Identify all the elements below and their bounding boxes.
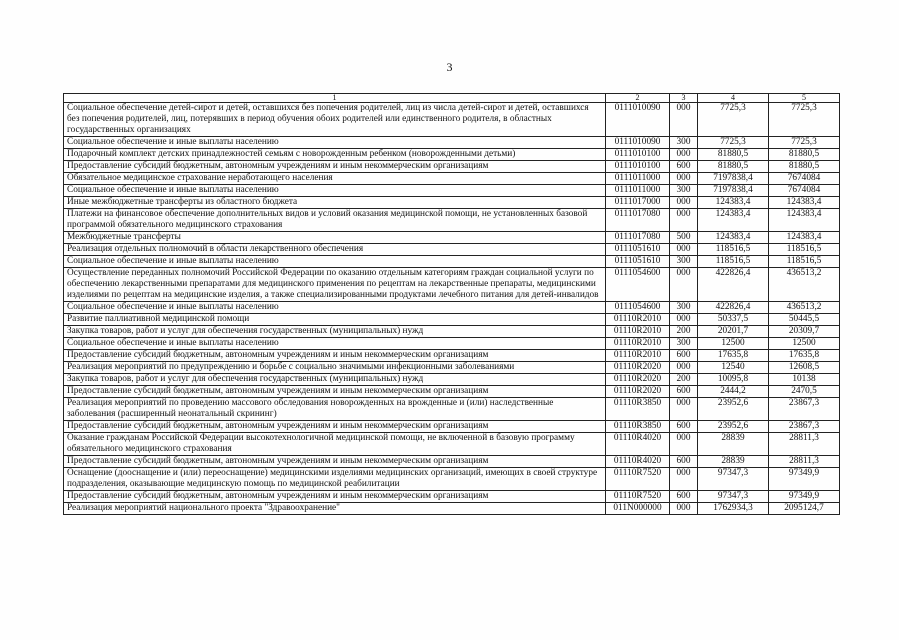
- row-code: 0111010090: [606, 137, 670, 149]
- row-expense-type: 300: [670, 338, 698, 350]
- row-expense-type: 600: [670, 350, 698, 362]
- row-expense-type: 000: [670, 197, 698, 209]
- column-number-row: [64, 94, 840, 103]
- row-amount-year-1: 81880,5: [698, 161, 769, 173]
- row-amount-year-1: 7197838,4: [698, 173, 769, 185]
- table-row: [64, 326, 840, 338]
- row-amount-year-2: 28811,3: [769, 433, 840, 456]
- row-expense-type: 000: [670, 103, 698, 137]
- budget-table: [63, 93, 840, 515]
- row-expense-type: 000: [670, 209, 698, 232]
- row-code: 01110R2020: [606, 374, 670, 386]
- row-name: Социальное обеспечение детей-сирот и детей, оставшихся без попечения родителей, лиц из числа детей-сирот и детей, оставшихся без попечения родителей, лиц, потерявших в период обучения обоих родителей или единственного родителя, в областных государственных организациях: [64, 103, 606, 137]
- table-row: [64, 161, 840, 173]
- row-name: Предоставление субсидий бюджетным, автономным учреждениям и иным некоммерческим организациям: [64, 421, 606, 433]
- row-amount-year-1: 50337,5: [698, 314, 769, 326]
- row-name: Обязательное медицинское страхование неработающего населения: [64, 173, 606, 185]
- table-row: [64, 338, 840, 350]
- row-amount-year-1: 23952,6: [698, 398, 769, 421]
- row-code: 01110R2020: [606, 362, 670, 374]
- table-row: [64, 421, 840, 433]
- row-amount-year-1: 97347,3: [698, 468, 769, 491]
- row-amount-year-1: 124383,4: [698, 197, 769, 209]
- row-expense-type: 000: [670, 433, 698, 456]
- table-row: [64, 256, 840, 268]
- table-row: [64, 103, 840, 137]
- row-code: 0111011000: [606, 185, 670, 197]
- row-amount-year-1: 124383,4: [698, 209, 769, 232]
- row-name: Осуществление переданных полномочий Российской Федерации по оказанию отдельным категориям граждан социальной услуги по обеспечению лекарственными препаратами для медицинского применения по рецептам на лекарственные препараты, медицинскими изделиями по рецептам на медицинские изделия, а также специализированными продуктами лечебного питания для детей-инвалидов: [64, 268, 606, 302]
- table-row: [64, 468, 840, 491]
- row-amount-year-1: 118516,5: [698, 244, 769, 256]
- row-amount-year-1: 12540: [698, 362, 769, 374]
- row-name: Закупка товаров, работ и услуг для обеспечения государственных (муниципальных) нужд: [64, 374, 606, 386]
- row-name: Закупка товаров, работ и услуг для обеспечения государственных (муниципальных) нужд: [64, 326, 606, 338]
- row-code: 0111010090: [606, 103, 670, 137]
- row-name: Подарочный комплект детских принадлежностей семьям с новорожденным ребенком (новорожденными детьми): [64, 149, 606, 161]
- row-name: Реализация мероприятий по предупреждению и борьбе с социально значимыми инфекционными заболеваниями: [64, 362, 606, 374]
- row-code: 01110R4020: [606, 456, 670, 468]
- row-amount-year-1: 7197838,4: [698, 185, 769, 197]
- table-row: [64, 244, 840, 256]
- table-row: [64, 456, 840, 468]
- row-code: 01110R2010: [606, 338, 670, 350]
- table-row: [64, 232, 840, 244]
- table-row: [64, 491, 840, 503]
- row-name: Предоставление субсидий бюджетным, автономным учреждениям и иным некоммерческим организациям: [64, 350, 606, 362]
- row-amount-year-2: 28811,3: [769, 456, 840, 468]
- row-expense-type: 600: [670, 491, 698, 503]
- row-amount-year-1: 28839: [698, 433, 769, 456]
- row-name: Предоставление субсидий бюджетным, автономным учреждениям и иным некоммерческим организациям: [64, 161, 606, 173]
- table-row: [64, 268, 840, 302]
- row-amount-year-1: 7725,3: [698, 137, 769, 149]
- row-amount-year-2: 10138: [769, 374, 840, 386]
- row-expense-type: 600: [670, 421, 698, 433]
- column-header-5: 5: [769, 94, 840, 103]
- row-expense-type: 000: [670, 398, 698, 421]
- row-code: 0111054600: [606, 268, 670, 302]
- table-row: [64, 350, 840, 362]
- row-expense-type: 600: [670, 161, 698, 173]
- row-code: 01110R3850: [606, 421, 670, 433]
- row-amount-year-2: 124383,4: [769, 209, 840, 232]
- row-amount-year-1: 28839: [698, 456, 769, 468]
- row-expense-type: 000: [670, 149, 698, 161]
- row-amount-year-2: 12500: [769, 338, 840, 350]
- column-header-2: 2: [606, 94, 670, 103]
- row-code: 0111051610: [606, 244, 670, 256]
- table-row: [64, 362, 840, 374]
- row-amount-year-1: 118516,5: [698, 256, 769, 268]
- row-name: Предоставление субсидий бюджетным, автономным учреждениям и иным некоммерческим организациям: [64, 386, 606, 398]
- row-amount-year-2: 50445,5: [769, 314, 840, 326]
- row-code: 0111010100: [606, 149, 670, 161]
- row-code: 0111017080: [606, 209, 670, 232]
- row-amount-year-1: 422826,4: [698, 268, 769, 302]
- row-expense-type: 000: [670, 173, 698, 185]
- row-code: 01110R2010: [606, 350, 670, 362]
- row-amount-year-2: 81880,5: [769, 149, 840, 161]
- row-amount-year-1: 97347,3: [698, 491, 769, 503]
- row-amount-year-2: 7725,3: [769, 103, 840, 137]
- row-code: 01110R7520: [606, 491, 670, 503]
- row-name: Оказание гражданам Российской Федерации высокотехнологичной медицинской помощи, не включенной в базовую программу обязательного медицинского страхования: [64, 433, 606, 456]
- row-amount-year-1: 81880,5: [698, 149, 769, 161]
- row-amount-year-2: 12608,5: [769, 362, 840, 374]
- row-amount-year-2: 81880,5: [769, 161, 840, 173]
- row-expense-type: 000: [670, 268, 698, 302]
- row-amount-year-1: 7725,3: [698, 103, 769, 137]
- row-code: 0111054600: [606, 302, 670, 314]
- table-row: [64, 398, 840, 421]
- row-expense-type: 000: [670, 468, 698, 491]
- row-name: Социальное обеспечение и иные выплаты населению: [64, 137, 606, 149]
- row-name: Межбюджетные трансферты: [64, 232, 606, 244]
- row-name: Предоставление субсидий бюджетным, автономным учреждениям и иным некоммерческим организациям: [64, 491, 606, 503]
- row-name: Реализация отдельных полномочий в области лекарственного обеспечения: [64, 244, 606, 256]
- table-row: [64, 386, 840, 398]
- row-amount-year-2: 23867,3: [769, 398, 840, 421]
- row-amount-year-2: 7725,3: [769, 137, 840, 149]
- row-code: 0111051610: [606, 256, 670, 268]
- table-row: [64, 173, 840, 185]
- row-code: 0111011000: [606, 173, 670, 185]
- column-header-4: 4: [698, 94, 769, 103]
- row-name: Реализация мероприятий по проведению массового обследования новорожденных на врожденные и (или) наследственные заболевания (расширенный неонатальный скрининг): [64, 398, 606, 421]
- row-name: Социальное обеспечение и иные выплаты населению: [64, 185, 606, 197]
- row-code: 01110R2020: [606, 386, 670, 398]
- row-code: 01110R2010: [606, 326, 670, 338]
- row-name: Социальное обеспечение и иные выплаты населению: [64, 256, 606, 268]
- row-amount-year-2: 436513,2: [769, 302, 840, 314]
- row-amount-year-1: 1762934,3: [698, 503, 769, 515]
- row-code: 01110R4020: [606, 433, 670, 456]
- row-expense-type: 200: [670, 374, 698, 386]
- row-code: 01110R3850: [606, 398, 670, 421]
- row-amount-year-2: 124383,4: [769, 197, 840, 209]
- row-expense-type: 300: [670, 302, 698, 314]
- row-amount-year-2: 23867,3: [769, 421, 840, 433]
- row-amount-year-2: 97349,9: [769, 468, 840, 491]
- table-row: [64, 209, 840, 232]
- row-amount-year-1: 12500: [698, 338, 769, 350]
- row-amount-year-1: 124383,4: [698, 232, 769, 244]
- row-expense-type: 300: [670, 185, 698, 197]
- row-name: Развитие паллиативной медицинской помощи: [64, 314, 606, 326]
- row-amount-year-1: 20201,7: [698, 326, 769, 338]
- table-row: [64, 374, 840, 386]
- row-amount-year-2: 2470,5: [769, 386, 840, 398]
- row-amount-year-1: 422826,4: [698, 302, 769, 314]
- row-expense-type: 000: [670, 314, 698, 326]
- row-expense-type: 000: [670, 244, 698, 256]
- table-row: [64, 314, 840, 326]
- row-amount-year-2: 17635,8: [769, 350, 840, 362]
- table-row: [64, 149, 840, 161]
- row-expense-type: 500: [670, 232, 698, 244]
- table-row: [64, 433, 840, 456]
- row-amount-year-2: 124383,4: [769, 232, 840, 244]
- row-name: Иные межбюджетные трансферты из областного бюджета: [64, 197, 606, 209]
- row-expense-type: 600: [670, 456, 698, 468]
- row-amount-year-2: 7674084: [769, 185, 840, 197]
- page-number: 3: [446, 60, 453, 74]
- row-expense-type: 000: [670, 362, 698, 374]
- row-name: Оснащение (дооснащение и (или) переоснащение) медицинскими изделиями медицинских организаций, имеющих в своей структуре подразделения, оказывающие медицинскую помощь по медицинской реабилитации: [64, 468, 606, 491]
- row-name: Платежи на финансовое обеспечение дополнительных видов и условий оказания медицинской помощи, не установленных базовой программой обязательного медицинского страхования: [64, 209, 606, 232]
- row-name: Реализация мероприятий национального проекта "Здравоохранение": [64, 503, 606, 515]
- table-body: [64, 103, 840, 515]
- column-header-3: 3: [670, 94, 698, 103]
- row-expense-type: 000: [670, 503, 698, 515]
- row-amount-year-1: 23952,6: [698, 421, 769, 433]
- row-name: Социальное обеспечение и иные выплаты населению: [64, 302, 606, 314]
- row-expense-type: 600: [670, 386, 698, 398]
- row-amount-year-2: 97349,9: [769, 491, 840, 503]
- row-amount-year-1: 2444,2: [698, 386, 769, 398]
- row-code: 0111010100: [606, 161, 670, 173]
- row-amount-year-2: 7674084: [769, 173, 840, 185]
- row-amount-year-2: 118516,5: [769, 244, 840, 256]
- row-name: Предоставление субсидий бюджетным, автономным учреждениям и иным некоммерческим организациям: [64, 456, 606, 468]
- row-code: 0111017080: [606, 232, 670, 244]
- table-row: [64, 197, 840, 209]
- row-expense-type: 200: [670, 326, 698, 338]
- row-name: Социальное обеспечение и иные выплаты населению: [64, 338, 606, 350]
- row-amount-year-2: 2095124,7: [769, 503, 840, 515]
- row-amount-year-2: 118516,5: [769, 256, 840, 268]
- row-code: 01110R2010: [606, 314, 670, 326]
- row-code: 01110R7520: [606, 468, 670, 491]
- row-amount-year-2: 436513,2: [769, 268, 840, 302]
- row-amount-year-2: 20309,7: [769, 326, 840, 338]
- row-code: 0111017000: [606, 197, 670, 209]
- row-expense-type: 300: [670, 256, 698, 268]
- row-code: 011N000000: [606, 503, 670, 515]
- row-expense-type: 300: [670, 137, 698, 149]
- table-row: [64, 137, 840, 149]
- table-row: [64, 185, 840, 197]
- table-row: [64, 302, 840, 314]
- table-row: [64, 503, 840, 515]
- column-header-1: 1: [64, 94, 606, 103]
- row-amount-year-1: 17635,8: [698, 350, 769, 362]
- row-amount-year-1: 10095,8: [698, 374, 769, 386]
